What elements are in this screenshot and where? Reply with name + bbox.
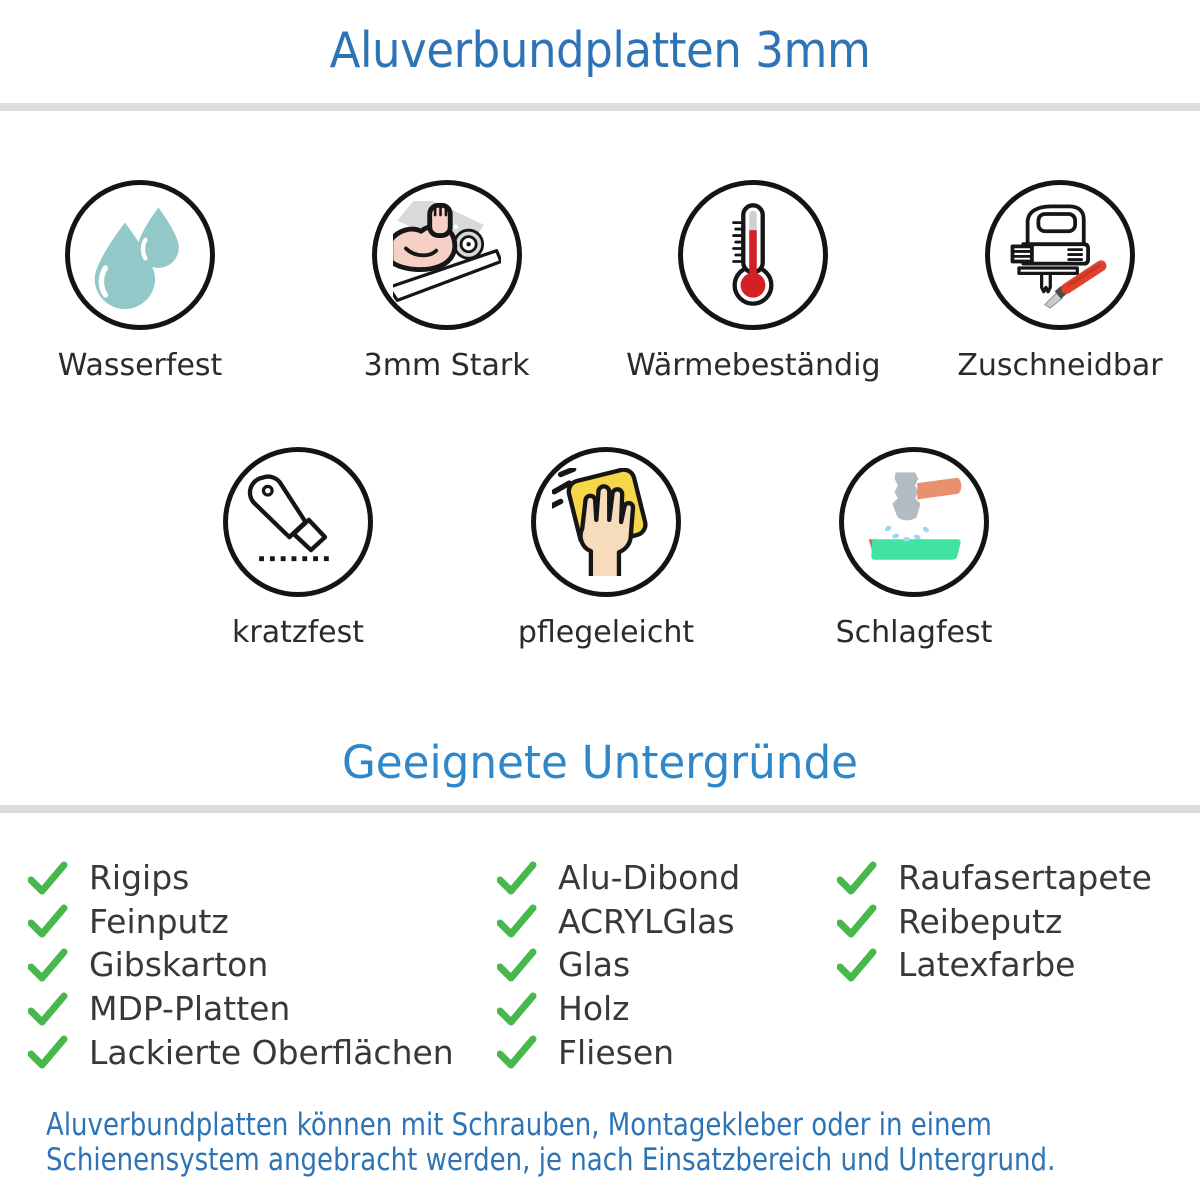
feature-label: Zuschneidbar bbox=[957, 348, 1163, 383]
checkmark-icon bbox=[837, 903, 877, 939]
list-item-label: Gibskarton bbox=[89, 945, 269, 985]
list-item-label: Lackierte Oberflächen bbox=[89, 1032, 454, 1072]
checkmark-icon bbox=[497, 903, 537, 939]
checkmark-icon bbox=[497, 947, 537, 983]
checkmark-icon bbox=[28, 860, 68, 896]
checkmark-icon bbox=[837, 947, 877, 983]
list-item-label: ACRYLGlas bbox=[558, 901, 735, 941]
list-item bbox=[28, 1030, 454, 1074]
list-item bbox=[837, 943, 1152, 987]
feature-schlagfest bbox=[804, 447, 1024, 650]
feature-pflegeleicht bbox=[496, 447, 716, 650]
list-item-label: Rigips bbox=[89, 858, 190, 898]
checkmark-icon bbox=[837, 860, 877, 896]
list-item-label: Fliesen bbox=[558, 1032, 675, 1072]
list-item-label: Feinputz bbox=[89, 901, 229, 941]
list-item bbox=[497, 1030, 740, 1074]
list-item-label: Reibeputz bbox=[898, 901, 1063, 941]
feature-wasserfest bbox=[30, 180, 250, 383]
list-item bbox=[497, 900, 740, 944]
list-item bbox=[28, 900, 454, 944]
list-item bbox=[837, 856, 1152, 900]
list-item-label: Glas bbox=[558, 945, 631, 985]
list-item bbox=[837, 900, 1152, 944]
feature-label: kratzfest bbox=[231, 615, 364, 650]
feature-label: Wärmebeständig bbox=[626, 348, 881, 383]
checkmark-icon bbox=[497, 991, 537, 1027]
footer-note bbox=[46, 1108, 1055, 1178]
checkmark-icon bbox=[28, 1034, 68, 1070]
list-item bbox=[28, 987, 454, 1031]
utility-knife-icon bbox=[223, 447, 373, 597]
list-item bbox=[28, 856, 454, 900]
page-title: Aluverbundplatten 3mm bbox=[329, 22, 871, 79]
divider-middle bbox=[0, 805, 1200, 813]
list-item bbox=[497, 943, 740, 987]
feature-3mm-stark bbox=[337, 180, 557, 383]
substrates-column-2 bbox=[497, 856, 740, 1074]
list-item-label: Holz bbox=[558, 989, 630, 1029]
checkmark-icon bbox=[28, 991, 68, 1027]
list-item-label: Alu-Dibond bbox=[558, 858, 741, 898]
hammer-impact-icon bbox=[839, 447, 989, 597]
feature-label: 3mm Stark bbox=[363, 348, 530, 383]
thermometer-icon bbox=[678, 180, 828, 330]
checkmark-icon bbox=[497, 860, 537, 896]
water-drops-icon bbox=[65, 180, 215, 330]
substrates-column-1 bbox=[28, 856, 454, 1074]
feature-zuschneidbar bbox=[950, 180, 1170, 383]
feature-kratzfest bbox=[188, 447, 408, 650]
list-item-label: Raufasertapete bbox=[898, 858, 1152, 898]
section-title: Geeignete Untergründe bbox=[341, 736, 859, 789]
divider-top bbox=[0, 103, 1200, 111]
substrates-column-3 bbox=[837, 856, 1152, 987]
features-row-2 bbox=[188, 447, 1024, 650]
list-item-label: MDP-Platten bbox=[89, 989, 291, 1029]
checkmark-icon bbox=[28, 947, 68, 983]
footer-line-2: Schienensystem angebracht werden, je nach Einsatzbereich und Untergrund. bbox=[46, 1142, 1056, 1178]
feature-label: Wasserfest bbox=[57, 348, 223, 383]
features-row-1 bbox=[30, 180, 1170, 383]
list-item bbox=[28, 943, 454, 987]
list-item-label: Latexfarbe bbox=[898, 945, 1076, 985]
feature-label: pflegeleicht bbox=[517, 615, 695, 650]
flexed-arm-panel-icon bbox=[372, 180, 522, 330]
checkmark-icon bbox=[28, 903, 68, 939]
list-item bbox=[497, 987, 740, 1031]
footer-line-1: Aluverbundplatten können mit Schrauben, Montagekleber oder in einem bbox=[46, 1107, 992, 1143]
checkmark-icon bbox=[497, 1034, 537, 1070]
feature-label: Schlagfest bbox=[835, 615, 993, 650]
cleaning-hand-cloth-icon bbox=[531, 447, 681, 597]
list-item bbox=[497, 856, 740, 900]
feature-waermebestaendig bbox=[626, 180, 881, 383]
jigsaw-cutter-icon bbox=[985, 180, 1135, 330]
